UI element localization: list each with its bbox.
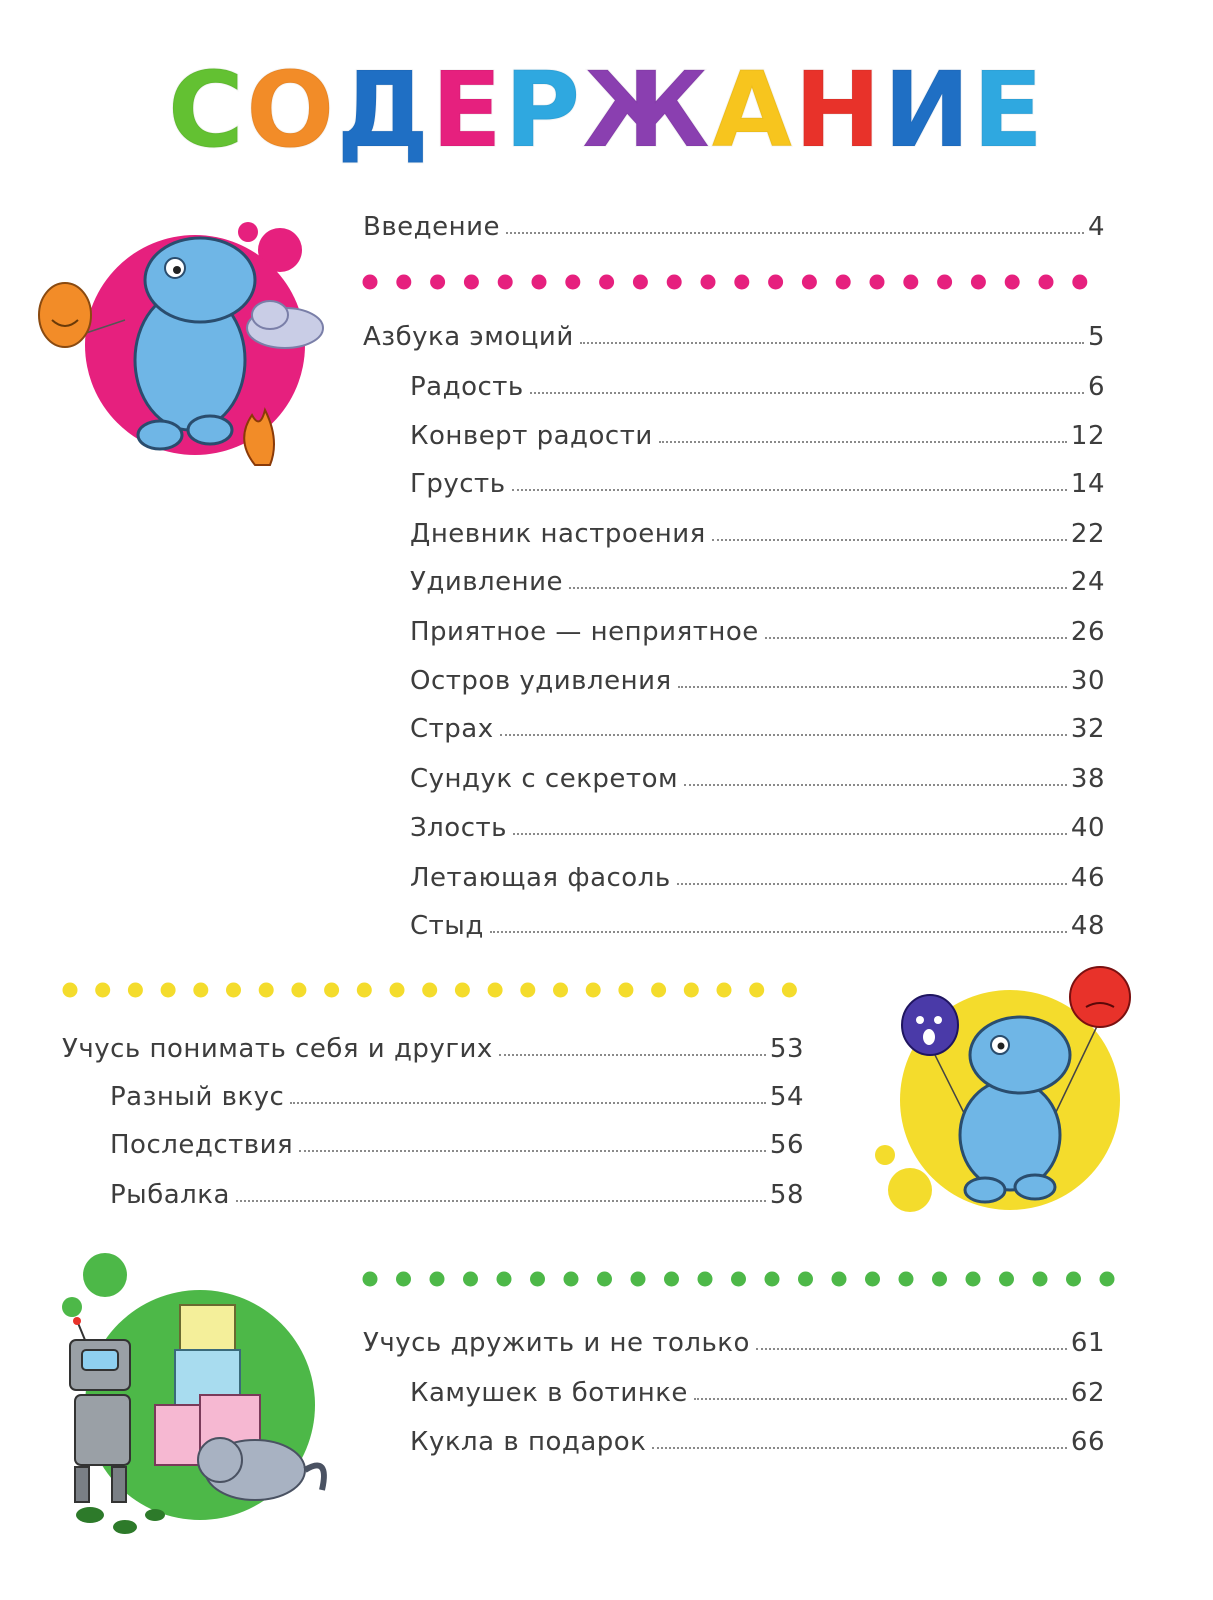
toc-entry[interactable] [410,907,1105,941]
divider-dot [765,1272,780,1287]
dot-leader [499,1054,766,1056]
toc-entry-page: 30 [1070,666,1105,696]
hippo-yellow-illustration [870,975,1160,1225]
toc-entry-label: Дневник настроения [410,519,706,549]
divider-dot [937,275,952,290]
divider-dot [464,275,479,290]
dot-leader [712,539,1067,541]
divider-dot [530,1272,545,1287]
toc-entry-label: Остров удивления [410,666,672,696]
balloon-icon [902,995,958,1055]
divider-dot [422,983,437,998]
dot-leader [678,686,1067,688]
dot-leader [500,734,1067,736]
divider-dot [586,983,601,998]
toc-entry-label: Разный вкус [110,1082,285,1112]
divider-dot [1005,275,1020,290]
toc-entry[interactable] [410,515,1105,549]
divider-dot [497,1272,512,1287]
divider-dot [749,983,764,998]
robot-icon [70,1317,130,1502]
toc-entry[interactable] [110,1126,804,1160]
divider-dot [999,1272,1014,1287]
toc-entry[interactable] [410,417,1105,451]
divider-dot [932,1272,947,1287]
divider-dot [798,1272,813,1287]
toc-entry-label: Сундук с секретом [410,764,679,794]
dot-leader [512,489,1067,491]
title-letter: О [246,49,337,171]
toc-entry-label: Стыд [410,911,484,941]
toc-entry-label: Страх [410,714,494,744]
toc-entry-page: 4 [1087,212,1105,242]
divider-dot [731,1272,746,1287]
cloud-icon [247,301,323,348]
toc-entry-label: Удивление [410,567,564,597]
divider-dot [832,1272,847,1287]
green-dots-divider [362,1270,1122,1288]
toc-entry-page: 14 [1070,469,1105,499]
toc-entry[interactable] [363,208,1105,242]
toc-entry-label: Конверт радости [410,421,653,451]
divider-dot [396,1272,411,1287]
divider-dot [363,275,378,290]
toc-entry-label: Кукла в подарок [410,1427,647,1457]
divider-dot [1039,275,1054,290]
divider-dot [1033,1272,1048,1287]
dot-leader [290,1102,766,1104]
toc-entry-label: Последствия [110,1130,294,1160]
toc-entry-label: Приятное — неприятное [410,617,759,647]
title-letter: И [883,49,973,171]
page-title [0,49,1213,171]
divider-dot [701,275,716,290]
divider-dot [324,983,339,998]
toc-entry[interactable] [410,613,1105,647]
divider-dot [532,275,547,290]
divider-dot [396,275,411,290]
toc-entry-label: Учусь понимать себя и других [62,1034,493,1064]
title-letter: А [711,49,795,171]
divider-dot [717,983,732,998]
divider-dot [498,275,513,290]
divider-dot [870,275,885,290]
dot-leader [236,1200,766,1202]
toc-entry-page: 53 [769,1034,804,1064]
divider-dot [390,983,405,998]
divider-dot [651,983,666,998]
toc-entry[interactable] [410,809,1105,843]
toc-entry-label: Азбука эмоций [363,322,574,352]
dot-leader [652,1447,1067,1449]
divider-dot [618,983,633,998]
divider-dot [565,275,580,290]
divider-dot [698,1272,713,1287]
toc-entry-page: 5 [1087,322,1105,352]
dot-leader [506,232,1084,234]
toc-entry-page: 48 [1070,911,1105,941]
title-letter: Е [431,49,505,171]
dot-leader [299,1150,766,1152]
divider-dot [631,1272,646,1287]
title-letter: Е [972,49,1046,171]
toc-entry[interactable] [410,760,1105,794]
balloon-icon [39,283,91,347]
dot-leader [694,1398,1067,1400]
dot-leader [490,931,1067,933]
dot-leader [756,1348,1067,1350]
divider-dot [564,1272,579,1287]
dot-leader [513,833,1067,835]
toc-entry[interactable] [62,1030,804,1064]
yellow-dots-divider [62,981,802,999]
divider-dot [430,275,445,290]
divider-dot [455,983,470,998]
toc-entry-page: 62 [1070,1378,1105,1408]
divider-dot [193,983,208,998]
toc-entry-label: Учусь дружить и не только [363,1328,750,1358]
toc-entry[interactable] [410,1374,1105,1408]
toc-entry[interactable] [410,368,1105,402]
dot-leader [677,883,1067,885]
divider-dot [664,1272,679,1287]
divider-dot [597,1272,612,1287]
divider-dot [802,275,817,290]
dot-leader [580,342,1084,344]
dot-leader [684,784,1067,786]
toc-entry-page: 56 [769,1130,804,1160]
toc-entry-label: Введение [363,212,501,242]
toc-entry-page: 40 [1070,813,1105,843]
toc-entry[interactable] [410,465,1105,499]
toc-entry-page: 32 [1070,714,1105,744]
divider-dot [357,983,372,998]
toc-entry[interactable] [410,710,1105,744]
toc-entry-label: Летающая фасоль [410,863,671,893]
toc-entry-page: 38 [1070,764,1105,794]
toc-entry[interactable] [410,563,1105,597]
toc-entry[interactable] [363,1324,1105,1358]
title-letter: Р [504,49,583,171]
dot-leader [659,441,1067,443]
toc-entry-page: 66 [1070,1427,1105,1457]
toc-entry-page: 46 [1070,863,1105,893]
divider-dot [599,275,614,290]
divider-dot [1072,275,1087,290]
divider-dot [226,983,241,998]
divider-dot [903,275,918,290]
toc-entry[interactable] [410,859,1105,893]
toc-entry[interactable] [110,1078,804,1112]
title-letter: Д [336,49,432,171]
toc-entry-page: 24 [1070,567,1105,597]
balloon-icon [1070,967,1130,1027]
toc-entry[interactable] [110,1176,804,1210]
toc-entry[interactable] [363,318,1105,352]
divider-dot [836,275,851,290]
divider-dot [488,983,503,998]
hippo-pink-illustration [30,210,340,490]
divider-dot [899,1272,914,1287]
robot-blocks-illustration [50,1245,340,1545]
pink-dots-divider [362,273,1102,291]
dot-leader [765,637,1067,639]
divider-dot [95,983,110,998]
divider-dot [520,983,535,998]
title-letter: Н [794,49,884,171]
divider-dot [291,983,306,998]
divider-dot [553,983,568,998]
divider-dot [966,1272,981,1287]
dot-leader [530,392,1084,394]
divider-dot [971,275,986,290]
divider-dot [363,1272,378,1287]
divider-dot [259,983,274,998]
divider-dot [782,983,797,998]
toc-entry-page: 12 [1070,421,1105,451]
toc-entry-page: 54 [769,1082,804,1112]
divider-dot [161,983,176,998]
divider-dot [684,983,699,998]
divider-dot [1066,1272,1081,1287]
toc-entry-label: Радость [410,372,524,402]
divider-dot [865,1272,880,1287]
title-letter: Ж [582,49,712,171]
divider-dot [633,275,648,290]
divider-dot [667,275,682,290]
toc-entry[interactable] [410,1423,1105,1457]
toc-entry-page: 26 [1070,617,1105,647]
divider-dot [734,275,749,290]
divider-dot [430,1272,445,1287]
divider-dot [1100,1272,1115,1287]
toc-entry-label: Рыбалка [110,1180,230,1210]
toc-entry-label: Камушек в ботинке [410,1378,688,1408]
divider-dot [463,1272,478,1287]
toc-entry-page: 58 [769,1180,804,1210]
divider-dot [768,275,783,290]
toc-entry-page: 22 [1070,519,1105,549]
divider-dot [63,983,78,998]
dot-leader [569,587,1067,589]
toc-entry-page: 6 [1087,372,1105,402]
toc-entry[interactable] [410,662,1105,696]
toc-entry-label: Грусть [410,469,506,499]
toc-entry-label: Злость [410,813,507,843]
divider-dot [128,983,143,998]
toc-entry-page: 61 [1070,1328,1105,1358]
title-letter: С [167,49,247,171]
